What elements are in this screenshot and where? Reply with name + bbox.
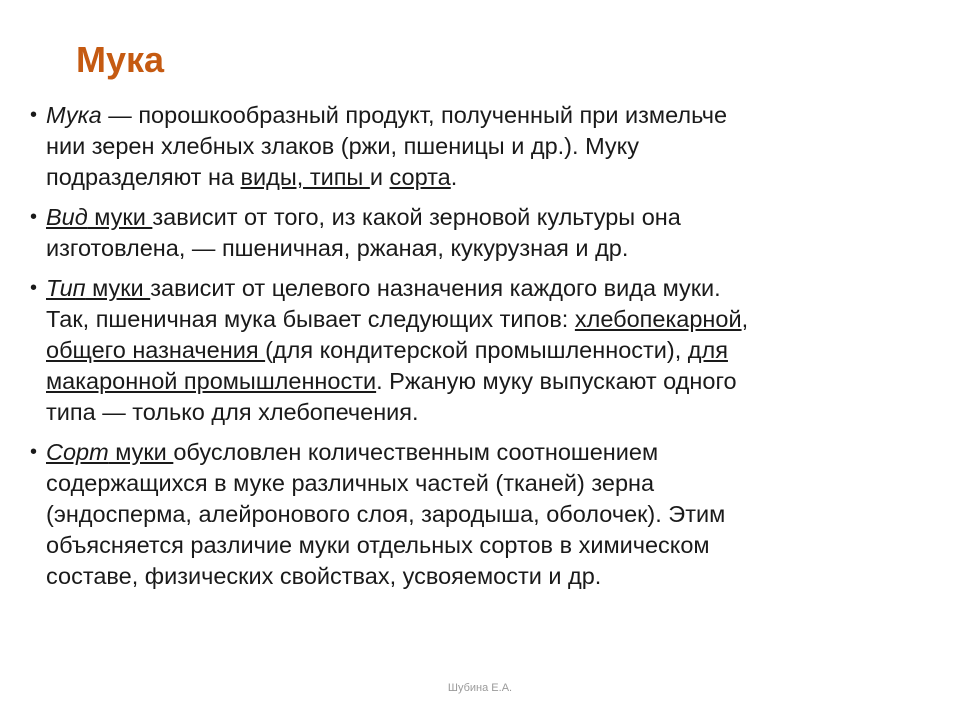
bullet-dot-icon: • [30, 104, 38, 126]
text-run: муки [85, 275, 151, 301]
text-run: типа — только для хлебопечения. [46, 399, 419, 425]
text-run: . [450, 164, 458, 190]
text-run: сорта [389, 164, 451, 190]
text-run: хлебопекарной [574, 306, 742, 332]
bullet-item [30, 273, 930, 428]
text-run: и [369, 164, 390, 190]
text-run: муки [87, 204, 153, 230]
text-run: Мука [46, 102, 102, 128]
text-run: . Ржаную муку выпускают одного [376, 368, 737, 394]
bullet-dot-icon: • [30, 277, 38, 299]
bullet-dot-icon: • [30, 441, 38, 463]
bullet-dot-icon: • [30, 206, 38, 228]
text-run: Сорт [46, 439, 109, 465]
text-run: зависит от целевого назначения каждого вида муки. [150, 275, 721, 301]
text-run: Вид [46, 204, 88, 230]
text-run: содержащихся в муке различных частей (тканей) зерна [46, 470, 655, 496]
text-run: зависит от того, из какой зерновой культуры она [152, 204, 681, 230]
text-run: для [687, 337, 728, 363]
text-run: изготовлена, — пшеничная, ржаная, кукурузная и др. [46, 235, 629, 261]
slide-title: Мука [76, 39, 165, 80]
text-run: — порошкообразный продукт, полученный при измельче [101, 102, 728, 128]
text-run: (для кондитерской промышленности), [265, 337, 688, 363]
text-run: объясняется различие муки отдельных сортов в химическом [46, 532, 710, 558]
text-run: муки [108, 439, 174, 465]
text-run: Так, пшеничная мука бывает следующих типов: [46, 306, 575, 332]
text-run: нии зерен хлебных злаков (ржи, пшеницы и др.). Муку [46, 133, 639, 159]
text-run: обусловлен количественным соотношением [173, 439, 659, 465]
text-run: макаронной промышленности [46, 368, 377, 394]
bullet-item [30, 100, 930, 193]
bullet-list [30, 100, 930, 601]
text-run: подразделяют на [46, 164, 241, 190]
footer-author: Шубина Е.А. [447, 682, 513, 694]
bullet-item [30, 202, 930, 264]
text-run: Тип [46, 275, 86, 301]
text-run: виды, типы [240, 164, 370, 190]
text-run: , [741, 306, 749, 332]
text-run: (эндосперма, алейронового слоя, зародыша, оболочек). Этим [46, 501, 726, 527]
text-run: общего назначения [46, 337, 266, 363]
bullet-item [30, 437, 930, 592]
text-run: составе, физических свойствах, усвояемости и др. [46, 563, 602, 589]
